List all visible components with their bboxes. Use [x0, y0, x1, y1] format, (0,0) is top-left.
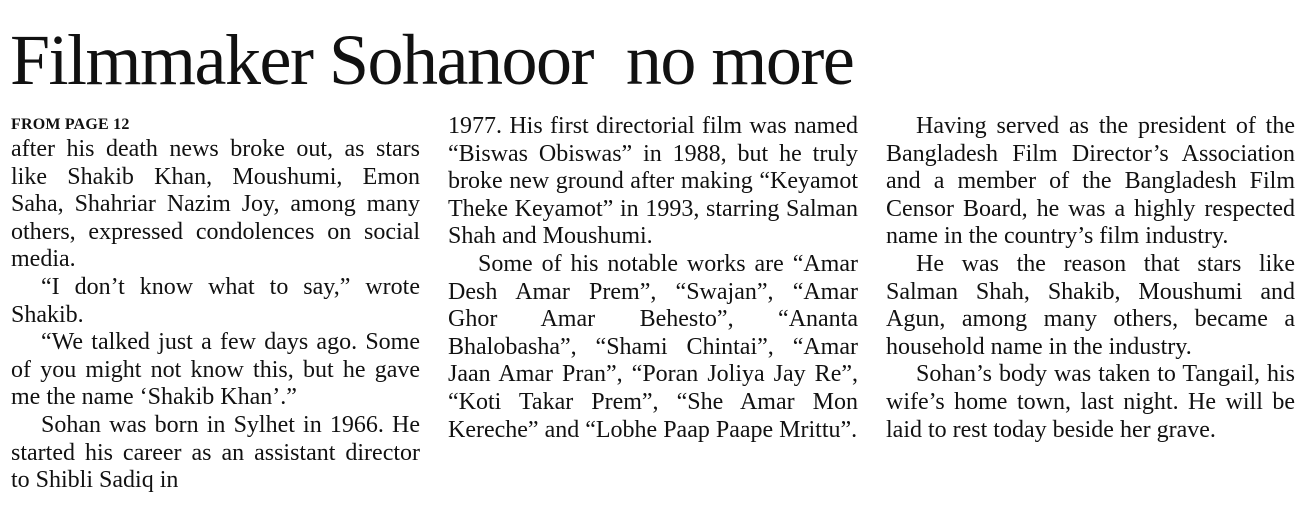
- paragraph: after his death news broke out, as stars like Shakib Khan, Moushumi, Emon Saha, Shahriar Nazim Joy, among many others, expressed condolences on social media.: [11, 136, 420, 273]
- headline: Filmmaker Sohanoor no more: [10, 20, 854, 100]
- paragraph: Sohan was born in Sylhet in 1966. He started his career as an assistant director to Shibli Sadiq in: [11, 411, 420, 494]
- paragraph: Some of his notable works are “Amar Desh Amar Prem”, “Swajan”, “Amar Ghor Amar Behesto”, “Ananta Bhalobasha”, “Shami Chintai”, “Amar Jaan Amar Pran”, “Poran Joliya Jay Re”, “Koti Takar Prem”, “She Amar Mon Kereche” and “Lobhe Paap Paape Mrittu”.: [448, 250, 858, 443]
- article-column-1: [11, 115, 420, 495]
- article-column-2: [448, 113, 858, 444]
- paragraph: Having served as the president of the Bangladesh Film Director’s Association and a member of the Bangladesh Film Censor Board, he was a highly respected name in the country’s film industry.: [886, 113, 1295, 250]
- paragraph: “We talked just a few days ago. Some of you might not know this, but he gave me the name ‘Shakib Khan’.”: [11, 329, 420, 411]
- paragraph: He was the reason that stars like Salman Shah, Shakib, Moushumi and Agun, among many others, became a household name in the industry.: [886, 250, 1295, 360]
- paragraph: Sohan’s body was taken to Tangail, his wife’s home town, last night. He will be laid to rest today beside her grave.: [886, 361, 1295, 443]
- jump-label: FROM PAGE 12: [11, 116, 130, 133]
- paragraph: 1977. His first directorial film was named “Biswas Obiswas” in 1988, but he truly broke new ground after making “Keyamot Theke Keyamot” in 1993, starring Salman Shah and Moushumi.: [448, 113, 858, 250]
- paragraph: “I don’t know what to say,” wrote Shakib.: [11, 273, 420, 328]
- article-column-3: [886, 113, 1295, 444]
